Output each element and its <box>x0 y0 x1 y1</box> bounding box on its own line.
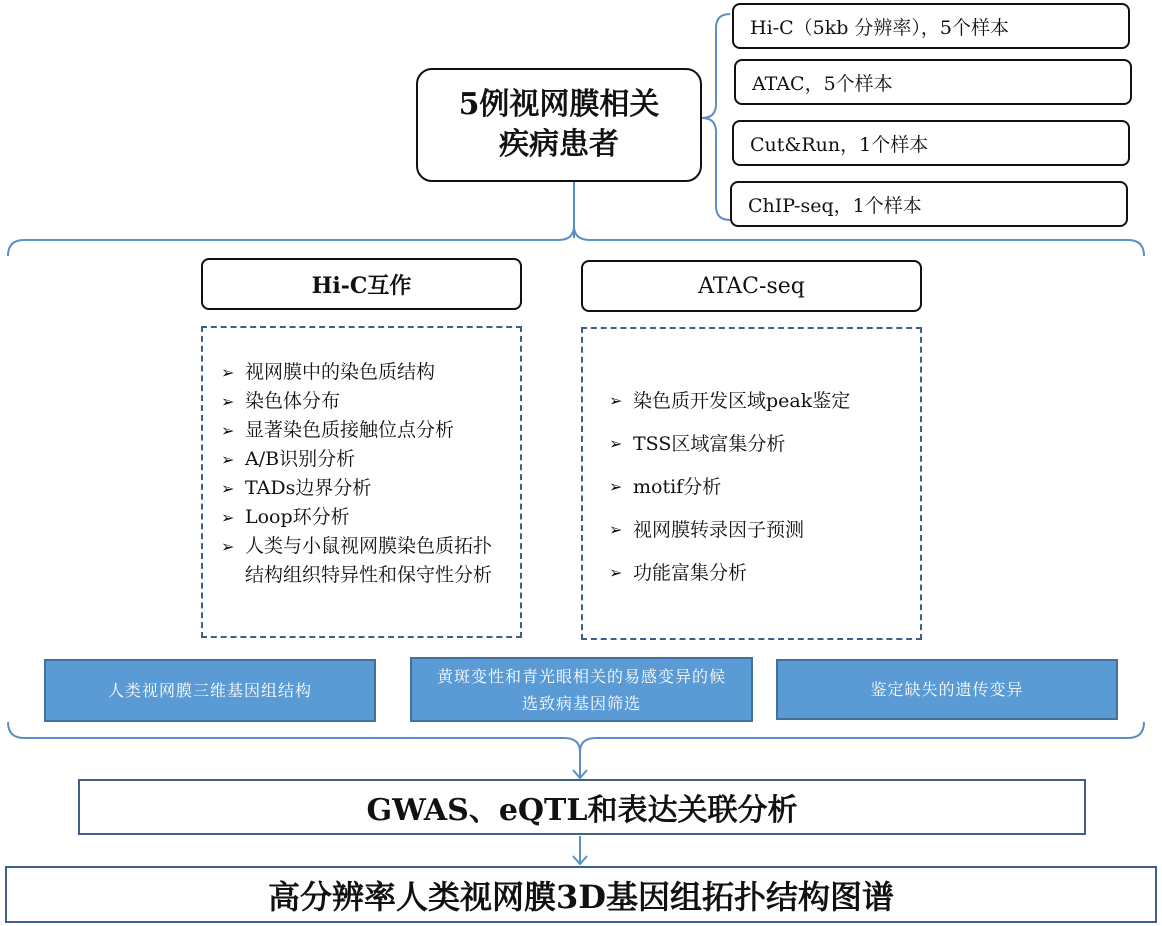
arrowhead-bullet-icon: ➢ <box>221 508 235 527</box>
hic-analysis-list <box>219 358 506 590</box>
atac-title-box <box>581 260 922 312</box>
atac-analysis-box <box>581 327 922 640</box>
list-item: ➢ motif分析 <box>607 473 906 501</box>
hic-title-box <box>201 258 522 310</box>
samples-brace <box>702 14 730 118</box>
patients-line-2: 疾病患者 <box>499 127 619 162</box>
gwas-label: GWAS、eQTL和表达关联分析 <box>366 793 798 828</box>
final-label: 高分辨率人类视网膜3D基因组拓扑结构图谱 <box>267 877 895 916</box>
arrowhead-bullet-icon: ➢ <box>221 450 235 469</box>
list-item: ➢ Loop环分析 <box>219 503 506 532</box>
patients-line-1: 5例视网膜相关 <box>458 87 660 122</box>
bottom-brace <box>8 722 1144 752</box>
patients-box <box>416 68 702 182</box>
arrowhead-bullet-icon: ➢ <box>609 434 623 453</box>
arrowhead-bullet-icon: ➢ <box>221 537 235 556</box>
arrowhead-bullet-icon: ➢ <box>609 391 623 410</box>
list-item: ➢ 视网膜中的染色质结构 <box>219 358 506 387</box>
arrowhead-bullet-icon: ➢ <box>609 563 623 582</box>
list-item: ➢ 视网膜转录因子预测 <box>607 516 906 544</box>
output-box-3d-structure <box>44 659 376 722</box>
list-item: ➢ TSS区域富集分析 <box>607 430 906 458</box>
sample-label: ChIP-seq，1个样本 <box>748 194 922 217</box>
sample-box-atac <box>734 59 1132 105</box>
top-brace <box>8 226 1144 256</box>
list-item: ➢ 功能富集分析 <box>607 559 906 587</box>
list-item: ➢ 人类与小鼠视网膜染色质拓扑结构组织特异性和保守性分析 <box>219 532 506 590</box>
list-item: ➢ 染色体分布 <box>219 387 506 416</box>
atac-analysis-list <box>607 387 906 587</box>
arrowhead-bullet-icon: ➢ <box>221 479 235 498</box>
output-label: 鉴定缺失的遗传变异 <box>870 680 1024 699</box>
list-item: ➢ 显著染色质接触位点分析 <box>219 416 506 445</box>
sample-label: Cut&Run，1个样本 <box>750 133 929 156</box>
hic-title: Hi-C互作 <box>311 272 412 299</box>
list-item: ➢ A/B识别分析 <box>219 445 506 474</box>
sample-box-chipseq <box>730 181 1128 227</box>
list-item: ➢ 染色质开发区域peak鉴定 <box>607 387 906 415</box>
hic-analysis-box <box>201 326 522 638</box>
sample-box-hic <box>732 3 1130 49</box>
sample-label: ATAC，5个样本 <box>752 72 893 95</box>
output-box-missing-variants <box>776 659 1118 720</box>
arrowhead-bullet-icon: ➢ <box>609 477 623 496</box>
arrowhead-bullet-icon: ➢ <box>221 392 235 411</box>
sample-label: Hi-C（5kb 分辨率），5个样本 <box>750 16 1009 39</box>
gwas-box <box>78 779 1086 835</box>
atac-title: ATAC-seq <box>698 273 805 299</box>
arrowhead-bullet-icon: ➢ <box>609 520 623 539</box>
arrowhead-bullet-icon: ➢ <box>221 363 235 382</box>
list-item: ➢ TADs边界分析 <box>219 474 506 503</box>
sample-box-cutrun <box>732 120 1130 166</box>
output-box-candidate-genes <box>410 657 753 722</box>
final-result-box <box>5 866 1157 923</box>
output-label: 黄斑变性和青光眼相关的易感变异的候选致病基因筛选 <box>436 666 726 713</box>
output-label: 人类视网膜三维基因组结构 <box>107 681 312 700</box>
arrowhead-bullet-icon: ➢ <box>221 421 235 440</box>
